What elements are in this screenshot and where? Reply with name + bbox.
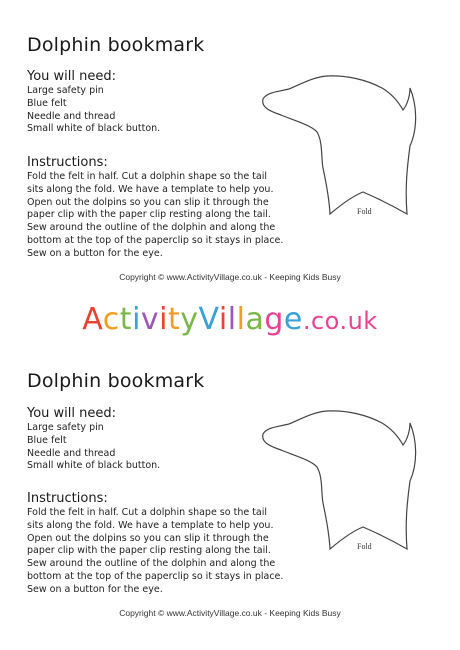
fold-label: Fold: [357, 207, 372, 216]
copyright-text: Copyright © www.ActivityVillage.co.uk - Keeping Kids Busy: [119, 608, 341, 618]
needs-heading: You will need:: [27, 69, 117, 84]
logo-letter: i: [132, 302, 141, 337]
instructions-list: [27, 171, 283, 261]
instruction-line: bottom at the top of the paperclip so it stays in place.: [27, 570, 284, 582]
logo-letter: t: [168, 302, 181, 337]
logo-letter: y: [180, 302, 199, 337]
list-item: Needle and thread: [27, 110, 116, 122]
instruction-line: Sew around the outline of the dolphin and along the: [27, 558, 276, 570]
logo-letter: v: [140, 302, 160, 337]
copyright-text: Copyright © www.ActivityVillage.co.uk - Keeping Kids Busy: [119, 272, 341, 282]
list-item: Large safety pin: [27, 85, 104, 96]
logo-letter: A: [82, 302, 103, 337]
instruction-line: sits along the fold. We have a template to help you.: [27, 183, 274, 195]
instruction-line: Sew on a button for the eye.: [27, 247, 163, 259]
dolphin-template-outline: [255, 70, 425, 220]
list-item: Blue felt: [27, 434, 67, 446]
logo-letter: V: [198, 302, 219, 337]
instruction-line: Sew on a button for the eye.: [27, 583, 163, 595]
logo-letter: c: [102, 302, 120, 337]
instruction-line: Open out the dolpins so you can slip it through the: [27, 532, 269, 544]
instruction-line: Sew around the outline of the dolphin and along the: [27, 222, 276, 234]
dolphin-template-outline: [255, 405, 425, 555]
logo-letter: a: [245, 302, 265, 337]
needs-list: [27, 422, 160, 473]
list-item: Small white of black button.: [27, 123, 161, 135]
instruction-line: Fold the felt in half. Cut a dolphin shape so the tail: [27, 171, 268, 182]
instruction-line: sits along the fold. We have a template to help you.: [27, 519, 274, 531]
logo-letter: g: [264, 302, 284, 337]
instructions-heading: Instructions:: [27, 491, 108, 506]
fold-label: Fold: [357, 542, 372, 551]
instructions-list: [27, 507, 283, 597]
logo-letter: l: [227, 302, 237, 337]
logo-suffix: .co.uk: [302, 307, 378, 335]
list-item: Blue felt: [27, 97, 67, 109]
instruction-line: paper clip with the paper clip resting along the tail.: [27, 545, 271, 557]
section-title: Dolphin bookmark: [27, 34, 205, 56]
instruction-line: Open out the dolpins so you can slip it through the: [27, 196, 269, 208]
logo-letter: i: [218, 302, 228, 337]
list-item: Small white of black button.: [27, 460, 161, 472]
instruction-line: bottom at the top of the paperclip so it stays in place.: [27, 234, 284, 246]
activity-village-logo: [0, 302, 460, 337]
instruction-line: Fold the felt in half. Cut a dolphin shape so the tail: [27, 507, 268, 518]
list-item: Large safety pin: [27, 422, 104, 433]
logo-letter: i: [159, 302, 169, 337]
logo-letter: t: [119, 302, 133, 337]
logo-letter: e: [283, 302, 303, 337]
list-item: Needle and thread: [27, 447, 116, 459]
logo-letter: l: [236, 302, 246, 337]
instruction-line: paper clip with the paper clip resting along the tail.: [27, 209, 271, 221]
section-title: Dolphin bookmark: [27, 370, 205, 392]
needs-heading: You will need:: [27, 406, 117, 421]
instructions-heading: Instructions:: [27, 155, 108, 170]
needs-list: [27, 85, 160, 136]
